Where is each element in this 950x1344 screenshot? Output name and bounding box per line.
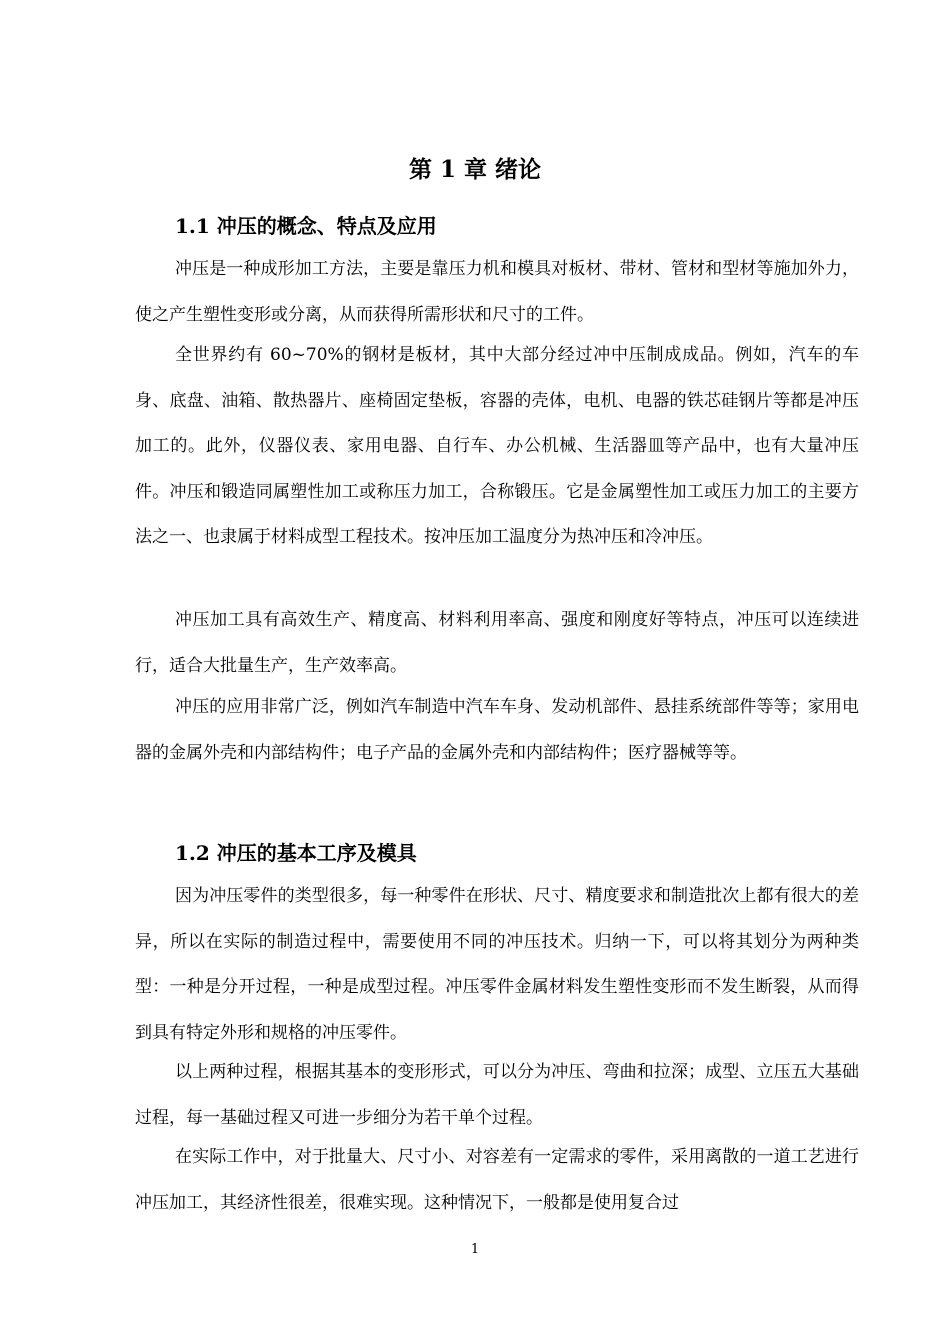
paragraph: 冲压加工具有高效生产、精度高、材料利用率高、强度和刚度好等特点，冲压可以连续进行，适合大批量生产，生产效率高。	[135, 610, 859, 676]
section-heading-1-1: 1.1 冲压的概念、特点及应用	[175, 214, 437, 238]
paragraph: 在实际工作中，对于批量大、尺寸小、对容差有一定需求的零件，采用离散的一道工艺进行冲压加工，其经济性很差，很难实现。这种情况下，一般都是使用复合过	[135, 1147, 859, 1213]
paragraph: 全世界约有 60~70%的钢材是板材，其中大部分经过冲中压制成成品。例如，汽车的车身、底盘、油箱、散热器片、座椅固定垫板，容器的壳体，电机、电器的铁芯硅钢片等都是冲压加工的。此外，仪器仪表、家用电器、自行车、办公机械、生活器皿等产品中，也有大量冲压件。冲压和锻造同属塑性加工或称压力加工，合称锻压。它是金属塑性加工或压力加工的主要方法之一、也隶属于材料成型工程技术。按冲压加工温度分为热冲压和冷冲压。	[135, 345, 859, 548]
chapter-title: 第 1 章 绪论	[408, 156, 542, 183]
page-number: 1	[470, 1242, 480, 1257]
paragraph: 因为冲压零件的类型很多，每一种零件在形状、尺寸、精度要求和制造批次上都有很大的差异，所以在实际的制造过程中，需要使用不同的冲压技术。归纳一下，可以将其划分为两种类型：一种是分开过程，一种是成型过程。冲压零件金属材料发生塑性变形而不发生断裂，从而得到具有特定外形和规格的冲压零件。	[135, 886, 859, 1043]
paragraph: 冲压是一种成形加工方法，主要是靠压力机和模具对板材、带材、管材和型材等施加外力，使之产生塑性变形或分离，从而获得所需形状和尺寸的工件。	[135, 259, 859, 325]
section-heading-1-2: 1.2 冲压的基本工序及模具	[175, 841, 417, 865]
paragraph: 冲压的应用非常广泛，例如汽车制造中汽车车身、发动机部件、悬挂系统部件等等；家用电器的金属外壳和内部结构件；电子产品的金属外壳和内部结构件；医疗器械等等。	[135, 697, 859, 763]
paragraph: 以上两种过程，根据其基本的变形形式，可以分为冲压、弯曲和拉深；成型、立压五大基础过程，每一基础过程又可进一步细分为若干单个过程。	[135, 1062, 859, 1128]
